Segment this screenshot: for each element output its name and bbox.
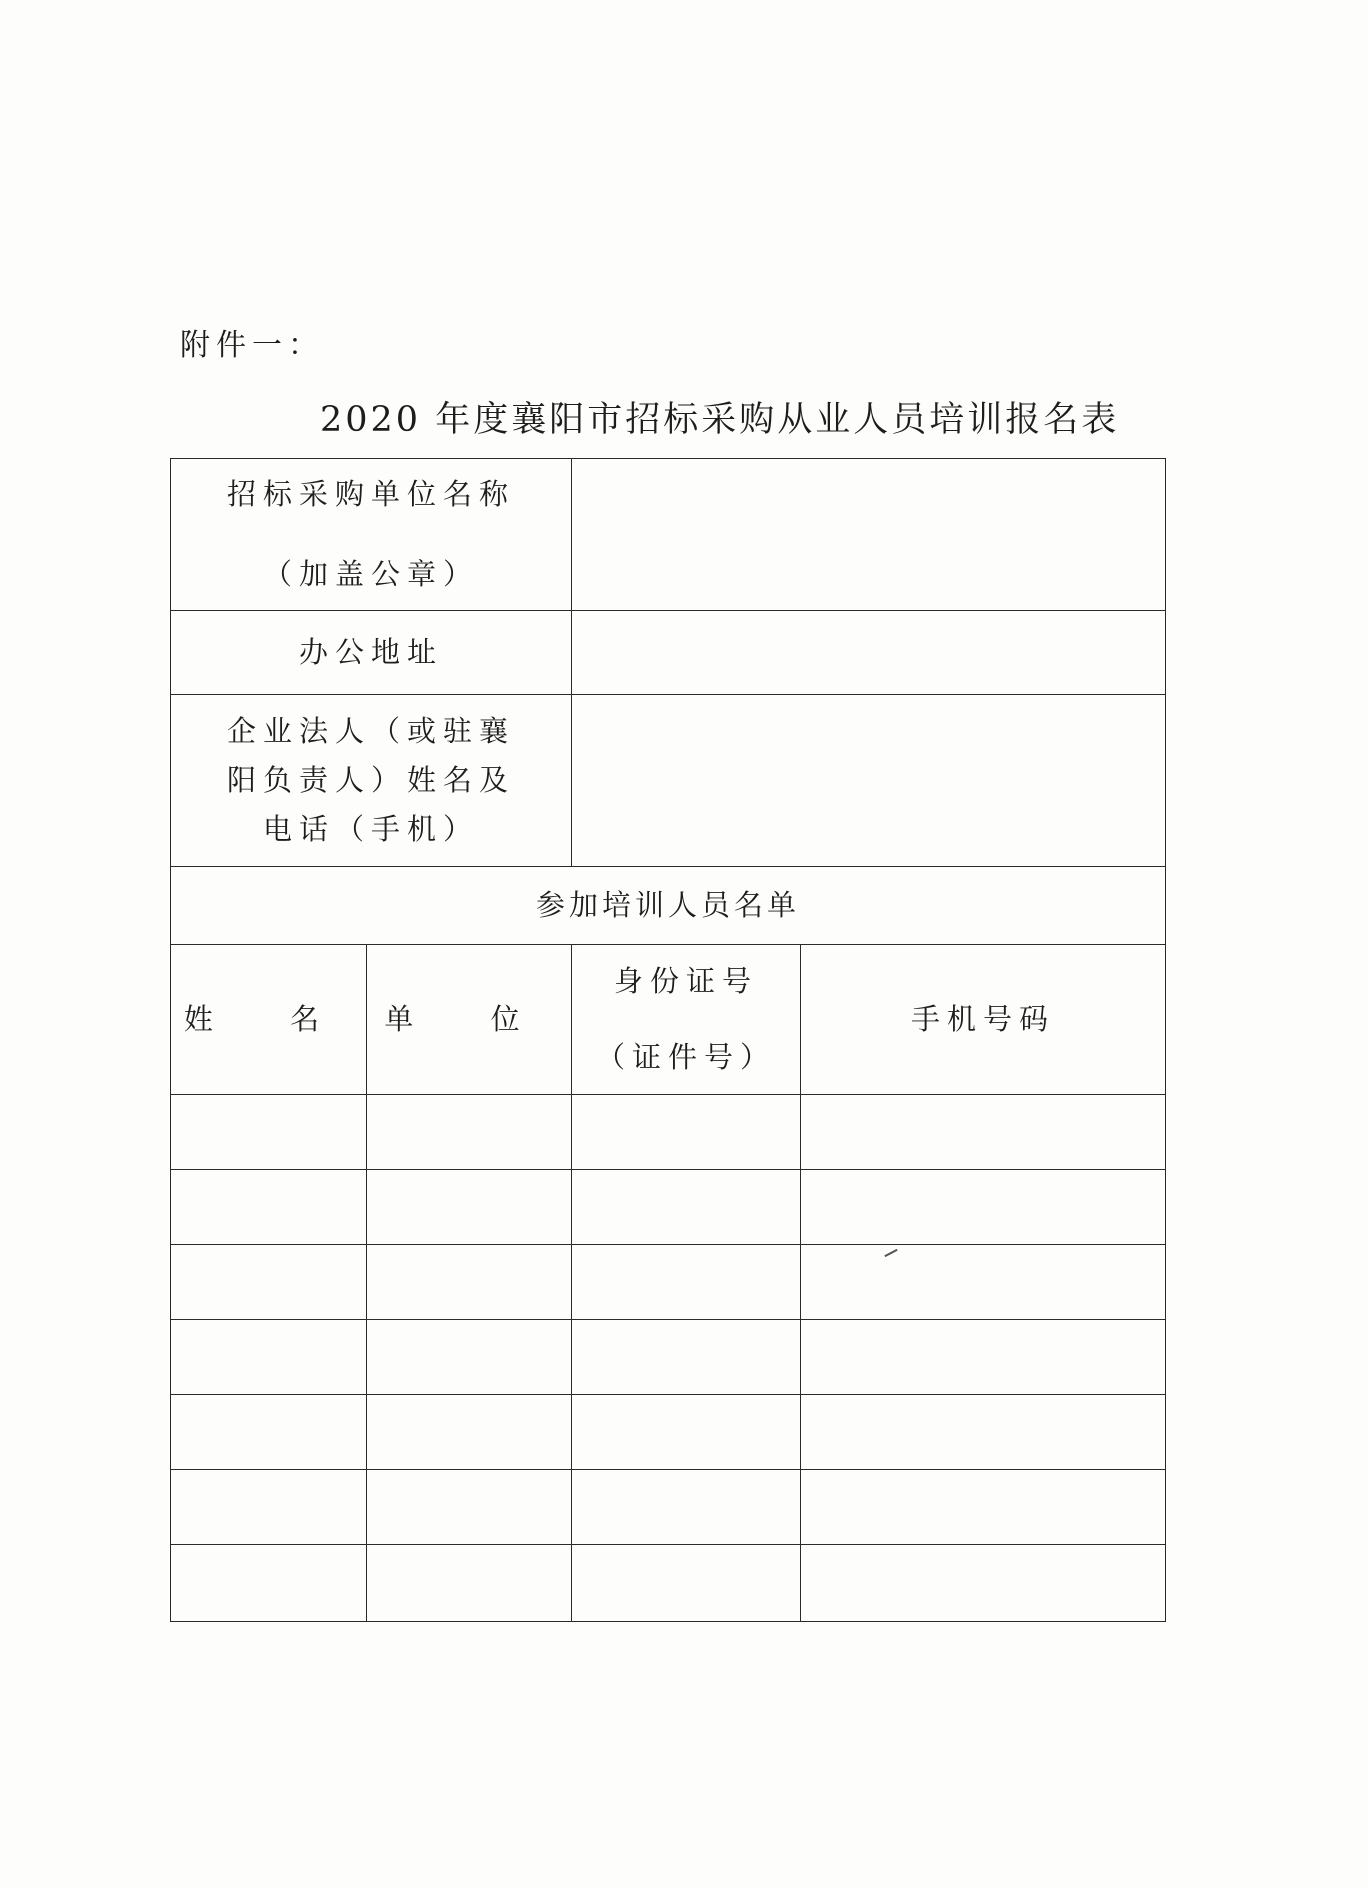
name-cell[interactable] (171, 1470, 367, 1545)
column-header-name-text: 姓 名 (183, 1001, 354, 1036)
phone-cell[interactable] (801, 1545, 1166, 1622)
name-cell[interactable] (171, 1395, 367, 1470)
name-cell[interactable] (171, 1320, 367, 1395)
id-cell[interactable] (572, 1245, 801, 1320)
unit-name-label-line2: （加盖公章） (263, 556, 480, 591)
phone-cell[interactable] (801, 1470, 1166, 1545)
name-cell[interactable] (171, 1245, 367, 1320)
office-address-label-text: 办公地址 (299, 634, 444, 669)
column-header-unit (367, 945, 572, 1095)
column-header-unit-text: 单 位 (384, 1001, 554, 1036)
id-cell[interactable] (572, 1095, 801, 1170)
unit-cell[interactable] (367, 1545, 572, 1622)
column-header-name (171, 945, 367, 1095)
unit-cell[interactable] (367, 1095, 572, 1170)
unit-cell[interactable] (367, 1320, 572, 1395)
page-title: 2020 年度襄阳市招标采购从业人员培训报名表 (320, 400, 1120, 440)
registration-form-table (170, 458, 1166, 1622)
table-row (171, 1170, 1166, 1245)
office-address-label (171, 611, 572, 695)
unit-cell[interactable] (367, 1395, 572, 1470)
id-cell[interactable] (572, 1470, 801, 1545)
table-row (171, 1245, 1166, 1320)
unit-name-row (171, 459, 1166, 611)
table-row (171, 1320, 1166, 1395)
unit-name-label-line1: 招标采购单位名称 (227, 477, 516, 512)
office-address-field[interactable] (572, 611, 1166, 695)
office-address-row (171, 611, 1166, 695)
phone-cell[interactable] (801, 1095, 1166, 1170)
legal-rep-label-line2: 阳负责人）姓名及 (227, 762, 516, 797)
id-cell[interactable] (572, 1320, 801, 1395)
id-cell[interactable] (572, 1395, 801, 1470)
unit-name-label (171, 459, 572, 611)
legal-rep-field[interactable] (572, 695, 1166, 867)
legal-rep-label-line1: 企业法人（或驻襄 (227, 713, 516, 748)
name-cell[interactable] (171, 1170, 367, 1245)
column-header-id (572, 945, 801, 1095)
column-header-id-line1: 身份证号 (614, 964, 759, 999)
column-header-phone-text: 手机号码 (911, 1001, 1056, 1036)
phone-cell[interactable] (801, 1245, 1166, 1320)
column-header-phone (801, 945, 1166, 1095)
legal-rep-row (171, 695, 1166, 867)
participants-title: 参加培训人员名单 (171, 867, 1166, 945)
unit-cell[interactable] (367, 1470, 572, 1545)
name-cell[interactable] (171, 1095, 367, 1170)
attachment-label: 附件一： (180, 328, 324, 363)
unit-name-field[interactable] (572, 459, 1166, 611)
phone-cell[interactable] (801, 1395, 1166, 1470)
table-row (171, 1095, 1166, 1170)
phone-cell[interactable] (801, 1320, 1166, 1395)
participants-title-row (171, 867, 1166, 945)
phone-cell[interactable] (801, 1170, 1166, 1245)
name-cell[interactable] (171, 1545, 367, 1622)
column-header-id-line2: （证件号） (596, 1039, 777, 1074)
unit-cell[interactable] (367, 1170, 572, 1245)
legal-rep-label-line3: 电话（手机） (263, 812, 480, 847)
unit-cell[interactable] (367, 1245, 572, 1320)
table-row (171, 1470, 1166, 1545)
id-cell[interactable] (572, 1170, 801, 1245)
legal-rep-label (171, 695, 572, 867)
id-cell[interactable] (572, 1545, 801, 1622)
table-row (171, 1545, 1166, 1622)
table-row (171, 1395, 1166, 1470)
participants-header-row (171, 945, 1166, 1095)
